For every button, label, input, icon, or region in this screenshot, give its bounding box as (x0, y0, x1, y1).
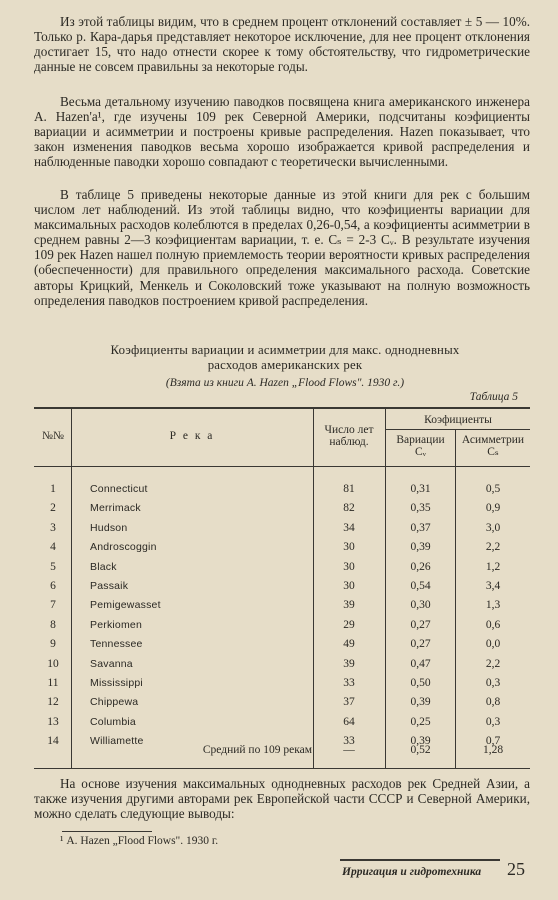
row-cs: 0,3 (485, 677, 501, 689)
footnote: ¹ А. Hazen „Flood Flows". 1930 г. (60, 835, 219, 847)
paragraph-4: На основе изучения максимальных однодневных расходов рек Средней Азии, а также изучения другими авторами рек Европейской части СССР и Северной Америки, можно сделать следующие выводы: (34, 776, 530, 822)
summary-label-text: Средний по 109 рекам (202, 744, 312, 756)
header-asymmetry-line-1: Асимметрии (461, 434, 525, 446)
row-cs: 1,2 (485, 561, 501, 573)
header-number: №№ (42, 430, 64, 442)
table-col-divider (71, 409, 72, 768)
row-years: 30 (343, 580, 355, 592)
row-number: 1 (50, 483, 56, 495)
row-cs: 2,2 (485, 658, 501, 670)
row-cs: 0,9 (485, 502, 501, 514)
row-cs: 0,8 (485, 696, 501, 708)
row-cv: 0,27 (410, 619, 431, 631)
row-years: 81 (343, 483, 355, 495)
row-cs: 3,0 (485, 522, 501, 534)
row-cv: 0,26 (410, 561, 431, 573)
summary-years: — (343, 744, 355, 756)
river-name: Androscoggin (90, 541, 157, 553)
row-cs: 3,4 (485, 580, 501, 592)
river-name: Columbia (90, 716, 136, 728)
row-number: 9 (50, 638, 56, 650)
header-asymmetry-line-2: Cₛ (487, 446, 499, 458)
row-cv: 0,50 (410, 677, 431, 689)
river-name: Tennessee (90, 638, 143, 650)
river-name: Merrimack (90, 502, 141, 514)
row-number: 3 (50, 522, 56, 534)
paragraph-1: Из этой таблицы видим, что в среднем процент отклонений составляет ± 5 — 10%. Только р. Кара-дарья представляет некоторое исключение, для нее процент отклонения достигает 15, что надо отнести скорее к тому обстоятельству, что гидрометрические данные не совсем правильны за некоторые годы. (34, 14, 530, 75)
row-number: 14 (47, 735, 59, 747)
header-years-line-1: Число лет (324, 424, 374, 436)
table-label: Таблица 5 (469, 391, 518, 403)
paragraph-3: В таблице 5 приведены некоторые данные из этой книги для рек с большим числом лет наблюдений. Из этой таблицы видно, что коэфициенты вариации для максимальных расходов колеблются в пределах 0,26-0,54, а коэфициенты асимметрии в среднем равны 2—3 коэфициентам вариации, т. е. Cₛ = 2-3 Cᵥ. В результате изучения 109 рек Hazen нашел полную приемлемость теории вероятности кривых распределения (обеспеченности) для правильного определения максимального расхода. Советские авторы Крицкий, Менкель и Соколовский тоже указывают на полную возможность определения паводков построением кривой распределения. (34, 187, 530, 308)
row-cs: 0,5 (485, 483, 501, 495)
row-cv: 0,47 (410, 658, 431, 670)
row-number: 11 (47, 677, 59, 689)
header-years (314, 424, 384, 448)
row-years: 82 (343, 502, 355, 514)
paragraph-2: Весьма детальному изучению паводков посвящена книга американского инженера А. Hazen'a¹, где изучены 109 рек Северной Америки, подсчитаны коэфициенты вариации и асимметрии и построены кривые распределения. Hazen показывает, что закон изменения паводков весьма хорошо изображается кривой распределения и наблюденные паводки хорошо совпадают с теоретически вычисленными. (34, 94, 530, 170)
river-name: Chippewa (90, 696, 139, 708)
page-number: 25 (507, 859, 525, 879)
row-cv: 0,30 (410, 599, 431, 611)
row-years: 30 (343, 561, 355, 573)
summary-label (72, 743, 312, 757)
row-years: 37 (343, 696, 355, 708)
river-name: Perkiomen (90, 619, 142, 631)
river-name: Pemigewasset (90, 599, 161, 611)
header-variation-line-1: Вариации (396, 434, 445, 446)
table-caption-line-2: расходов американских рек (207, 358, 363, 372)
row-number: 10 (47, 658, 59, 670)
river-name: Black (90, 561, 117, 573)
row-cs: 0,6 (485, 619, 501, 631)
row-years: 49 (343, 638, 355, 650)
row-number: 6 (50, 580, 56, 592)
table-top-rule (34, 407, 530, 409)
running-footer-rule (340, 859, 500, 861)
river-name: Connecticut (90, 483, 148, 495)
row-cs: 1,3 (485, 599, 501, 611)
row-cv: 0,39 (410, 696, 431, 708)
header-variation-line-2: Cᵥ (414, 446, 427, 458)
row-cs: 2,2 (485, 541, 501, 553)
row-number: 2 (50, 502, 56, 514)
row-years: 39 (343, 658, 355, 670)
river-name: Passaik (90, 580, 129, 592)
row-years: 34 (343, 522, 355, 534)
header-coefficients: Коэфициенты (424, 414, 492, 426)
row-years: 29 (343, 619, 355, 631)
table-caption-line-1: Коэфициенты вариации и асимметрии для макс. однодневных (110, 343, 460, 357)
row-years: 33 (343, 677, 355, 689)
row-cv: 0,39 (410, 541, 431, 553)
header-variation (386, 434, 455, 458)
footnote-rule (62, 831, 152, 832)
row-years: 33 (343, 735, 355, 747)
row-years: 64 (343, 716, 355, 728)
row-cv: 0,39 (410, 735, 431, 747)
row-cv: 0,25 (410, 716, 431, 728)
row-years: 39 (343, 599, 355, 611)
river-name: Savanna (90, 658, 133, 670)
row-cv: 0,35 (410, 502, 431, 514)
header-years-line-2: наблюд. (329, 436, 369, 448)
table-bottom-rule (34, 768, 530, 769)
summary-cs: 1,28 (482, 744, 504, 756)
row-number: 12 (47, 696, 59, 708)
river-name: Williamette (90, 735, 144, 747)
row-cv: 0,37 (410, 522, 431, 534)
row-cv: 0,27 (410, 638, 431, 650)
row-cv: 0,31 (410, 483, 431, 495)
row-cv: 0,54 (410, 580, 431, 592)
row-number: 5 (50, 561, 56, 573)
row-cs: 0,7 (485, 735, 501, 747)
table-coef-rule (385, 429, 530, 430)
journal-title: Ирригация и гидротехника (342, 866, 482, 878)
summary-cv: 0,52 (410, 744, 431, 756)
river-name: Hudson (90, 522, 128, 534)
row-cs: 0,0 (485, 638, 501, 650)
row-number: 13 (47, 716, 59, 728)
row-number: 7 (50, 599, 56, 611)
row-cs: 0,3 (485, 716, 501, 728)
table-source: (Взята из книги А. Hazen „Flood Flows". 1930 г.) (165, 377, 405, 389)
header-river: Р е к а (169, 430, 215, 442)
header-asymmetry (456, 434, 530, 458)
row-number: 8 (50, 619, 56, 631)
row-number: 4 (50, 541, 56, 553)
row-years: 30 (343, 541, 355, 553)
river-name: Mississippi (90, 677, 143, 689)
